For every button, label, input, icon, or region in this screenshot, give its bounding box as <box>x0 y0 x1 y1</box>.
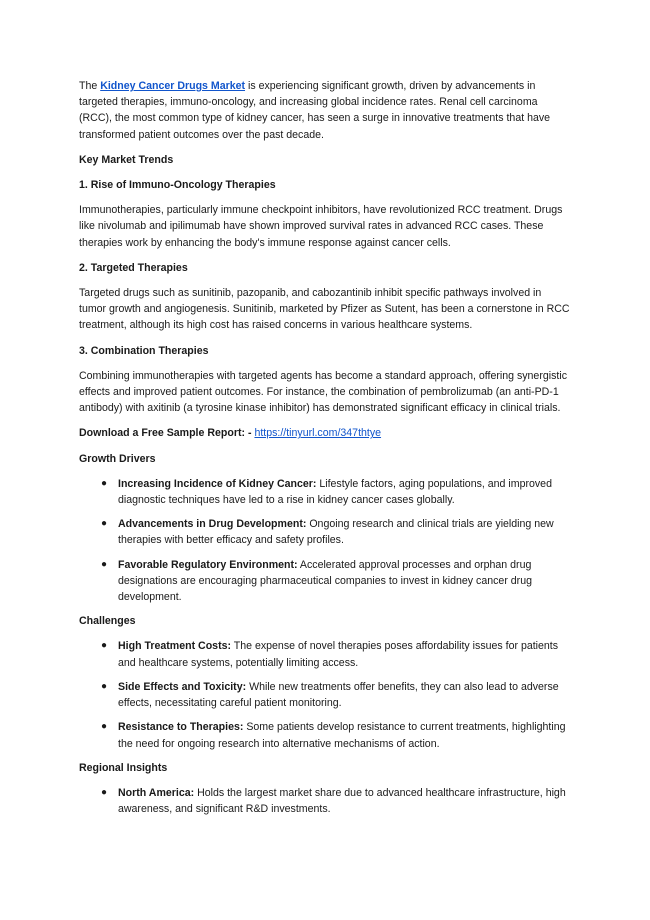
item-text: While new treatments offer benefits, they can also lead to adverse effects, necessitating careful patient monitoring. <box>118 680 559 710</box>
trend-1-title: 1. Rise of Immuno-Oncology Therapies <box>79 179 276 192</box>
key-trends-heading: Key Market Trends <box>79 153 174 166</box>
list-item <box>79 719 571 751</box>
download-label: Download a Free Sample Report: - <box>79 427 252 440</box>
challenges-heading: Challenges <box>79 615 136 628</box>
bullet-icon: ● <box>101 721 108 733</box>
sample-report-link[interactable]: https://tinyurl.com/347thtye <box>254 427 382 440</box>
regional-insights-heading: Regional Insights <box>79 761 168 774</box>
growth-drivers-list <box>79 476 571 605</box>
intro-prefix: The <box>79 80 101 92</box>
bullet-icon: ● <box>101 518 108 530</box>
item-label: North America: <box>118 786 195 799</box>
growth-drivers-heading: Growth Drivers <box>79 452 156 465</box>
item-text: The expense of novel therapies poses affordability issues for patients and healthcare systems, potentially limiting access. <box>118 640 559 669</box>
bullet-icon: ● <box>101 786 108 798</box>
item-text: Some patients develop resistance to current treatments, highlighting the need for ongoing research into alternative mechanisms of action. <box>118 721 566 750</box>
download-line <box>79 425 571 441</box>
list-item <box>79 638 571 670</box>
list-item <box>79 516 571 548</box>
item-label: Resistance to Therapies: <box>118 721 244 734</box>
trend-2-text: Targeted drugs such as sunitinib, pazopanib, and cabozantinib inhibit specific pathways involved in tumor growth and angiogenesis. Sunitinib, marketed by Pfizer as Sutent, has been a cornerstone in RCC treatment, although its high cost has raised concerns in various healthcare systems. <box>79 287 570 332</box>
item-text: Lifestyle factors, aging populations, and improved diagnostic techniques have led to a rise in kidney cancer cases globally. <box>118 477 552 507</box>
document-page <box>79 78 571 825</box>
trend-3-title: 3. Combination Therapies <box>79 344 209 357</box>
bullet-icon: ● <box>101 477 108 489</box>
item-label: Increasing Incidence of Kidney Cancer: <box>118 477 317 490</box>
trend-1-text: Immunotherapies, particularly immune checkpoint inhibitors, have revolutionized RCC treatment. Drugs like nivolumab and ipilimumab have shown improved survival rates in advanced RCC cases. These therapies work by enhancing the body's immune response against cancer cells. <box>79 204 563 249</box>
item-text: Ongoing research and clinical trials are yielding new therapies with better efficacy and safety profiles. <box>118 518 554 547</box>
trend-3-text: Combining immunotherapies with targeted agents has become a standard approach, offering synergistic effects and improved patient outcomes. For instance, the combination of pembrolizumab (an anti-PD-1 antibody) with axitinib (a tyrosine kinase inhibitor) has demonstrated significant efficacy in clinical trials. <box>79 369 567 415</box>
list-item <box>79 557 571 606</box>
item-label: Favorable Regulatory Environment: <box>118 558 298 571</box>
kidney-cancer-drugs-market-link[interactable]: Kidney Cancer Drugs Market <box>100 80 246 92</box>
list-item <box>79 679 571 711</box>
bullet-icon: ● <box>101 640 108 652</box>
bullet-icon: ● <box>101 680 108 692</box>
intro-paragraph <box>79 78 571 143</box>
item-text: Accelerated approval processes and orphan drug designations are encouraging pharmaceutical companies to invest in kidney cancer drug development. <box>118 558 532 604</box>
intro-text: is experiencing significant growth, driven by advancements in targeted therapies, immuno-oncology, and increasing global incidence rates. Renal cell carcinoma (RCC), the most common type of kidney cancer, has seen a surge in innovative treatments that have transformed patient outcomes over the past decade. <box>79 80 551 141</box>
challenges-list <box>79 638 571 751</box>
item-label: Advancements in Drug Development: <box>118 518 307 531</box>
item-label: Side Effects and Toxicity: <box>118 680 247 693</box>
item-text: Holds the largest market share due to advanced healthcare infrastructure, high awareness, and significant R&D investments. <box>118 786 566 816</box>
list-item <box>79 476 571 508</box>
item-label: High Treatment Costs: <box>118 640 232 653</box>
bullet-icon: ● <box>101 558 108 570</box>
list-item <box>79 785 571 817</box>
regional-list <box>79 785 571 817</box>
trend-2-title: 2. Targeted Therapies <box>79 261 188 274</box>
